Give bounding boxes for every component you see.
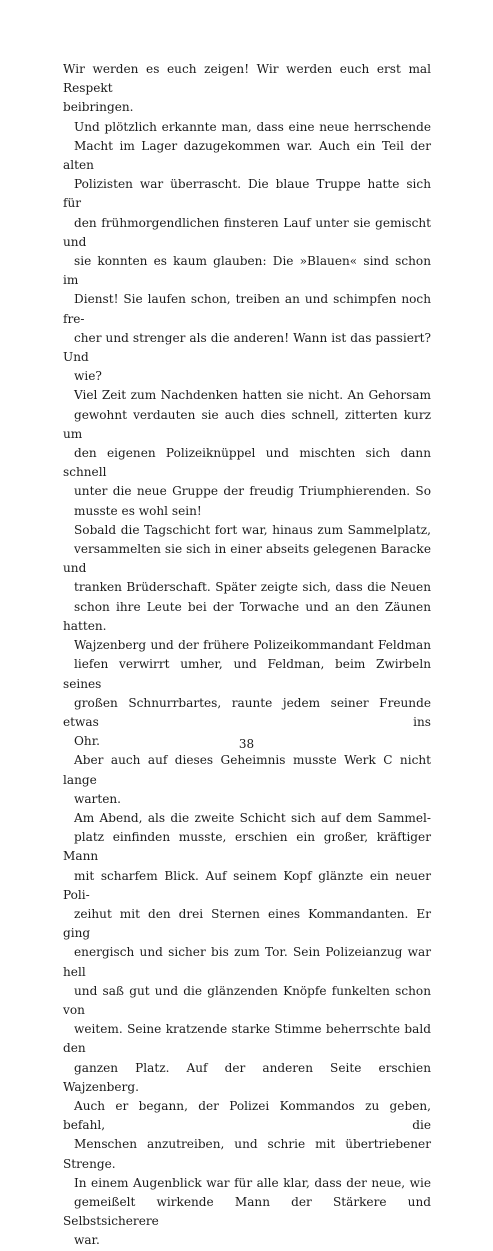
text-line: cher und strenger als die anderen! Wann ist das passiert? Und bbox=[63, 330, 431, 365]
paragraph bbox=[63, 809, 431, 1251]
paragraph bbox=[63, 118, 431, 387]
text-line: tranken Brüderschaft. Später zeigte sich, dass die Neuen bbox=[74, 580, 431, 595]
body-text bbox=[63, 60, 431, 1251]
text-line: platz einfinden musste, erschien ein großer, kräftiger Mann bbox=[63, 830, 431, 864]
text-line: Macht im Lager dazugekommen war. Auch ein Teil der alten bbox=[63, 138, 431, 173]
text-line: energisch und sicher bis zum Tor. Sein Polizeianzug war hell bbox=[63, 945, 431, 979]
text-line: zeihut mit den drei Sternen eines Kommandanten. Er ging bbox=[63, 906, 431, 941]
text-line: und saß gut und die glänzenden Knöpfe funkelten schon von bbox=[63, 983, 431, 1017]
text-line: liefen verwirrt umher, und Feldman, beim Zwirbeln seines bbox=[63, 657, 431, 691]
page-number: 38 bbox=[238, 737, 255, 751]
text-line: wie? bbox=[74, 369, 102, 384]
text-line: versammelten sie sich in einer abseits gelegenen Baracke und bbox=[63, 542, 431, 576]
text-line: ganzen Platz. Auf der anderen Seite erschien Wajzenberg. bbox=[63, 1060, 431, 1094]
paragraph bbox=[63, 751, 431, 809]
text-line: gewohnt verdauten sie auch dies schnell, zitterten kurz um bbox=[63, 407, 431, 441]
text-line: großen Schnurrbartes, raunte jedem seiner Freunde etwas ins bbox=[63, 695, 431, 729]
text-line: Aber auch auf dieses Geheimnis musste Werk C nicht lange bbox=[63, 753, 431, 787]
text-line: Und plötzlich erkannte man, dass eine neue herrschende bbox=[74, 119, 431, 134]
text-line: gemeißelt wirkende Mann der Stärkere und Selbstsicherere bbox=[63, 1194, 431, 1229]
paragraph bbox=[63, 386, 431, 520]
text-line: den frühmorgendlichen finsteren Lauf unter sie gemischt und bbox=[63, 215, 431, 249]
text-line: Am Abend, als die zweite Schicht sich auf dem Sammel- bbox=[74, 810, 431, 825]
text-line: Sobald die Tagschicht fort war, hinaus zum Sammelplatz, bbox=[74, 522, 431, 537]
text-line: Viel Zeit zum Nachdenken hatten sie nicht. An Gehorsam bbox=[74, 388, 431, 403]
text-line: war. bbox=[74, 1233, 100, 1248]
text-line: beibringen. bbox=[63, 100, 134, 115]
text-line: musste es wohl sein! bbox=[74, 503, 202, 518]
text-line: Wir werden es euch zeigen! Wir werden euch erst mal Respekt bbox=[63, 62, 431, 96]
text-line: mit scharfem Blick. Auf seinem Kopf glänzte ein neuer Poli- bbox=[63, 868, 431, 902]
text-line: In einem Augenblick war für alle klar, dass der neue, wie bbox=[74, 1175, 431, 1190]
text-line: Ohr. bbox=[74, 734, 100, 749]
paragraph bbox=[63, 60, 431, 118]
text-line: Auch er begann, der Polizei Kommandos zu geben, befahl, die bbox=[63, 1098, 431, 1133]
text-line: Menschen anzutreiben, und schrie mit übertriebener Strenge. bbox=[63, 1137, 431, 1171]
text-line: Wajzenberg und der frühere Polizeikommandant Feldman bbox=[74, 638, 431, 653]
text-line: Polizisten war überrascht. Die blaue Truppe hatte sich für bbox=[63, 177, 431, 211]
text-line: warten. bbox=[74, 791, 121, 806]
text-line: unter die neue Gruppe der freudig Triumphierenden. So bbox=[74, 484, 431, 499]
text-line: sie konnten es kaum glauben: Die »Blauen« sind schon im bbox=[63, 254, 431, 288]
paragraph bbox=[63, 521, 431, 751]
text-line: den eigenen Polizeiknüppel und mischten sich dann schnell bbox=[63, 446, 431, 480]
text-line: weitem. Seine kratzende starke Stimme beherrschte bald den bbox=[63, 1022, 431, 1056]
text-line: schon ihre Leute bei der Torwache und an den Zäunen hatten. bbox=[63, 599, 431, 633]
text-line: Dienst! Sie laufen schon, treiben an und schimpfen noch fre- bbox=[63, 292, 431, 326]
